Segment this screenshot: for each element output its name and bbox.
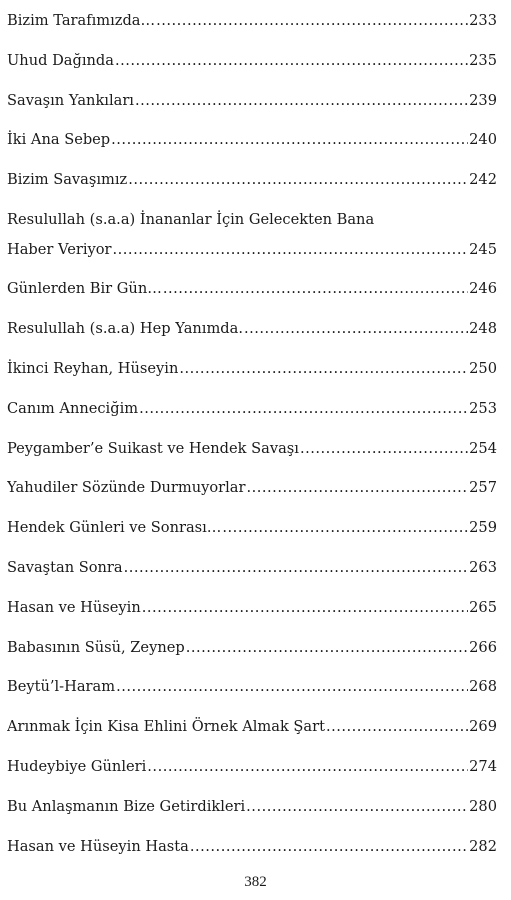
leader-dots: [246, 798, 468, 816]
toc-entry-page: 263: [469, 559, 497, 577]
leader-dots: [142, 599, 468, 617]
toc-entry-title: Savaşın Yankıları: [7, 91, 134, 109]
toc-entry: [7, 547, 497, 587]
toc-entry-page: 280: [469, 797, 497, 815]
toc-entry-page: 235: [469, 51, 497, 69]
toc-entry-title: Babasının Süsü, Zeynep: [7, 638, 185, 656]
toc-entry-page: 248: [469, 320, 497, 338]
leader-dots: [326, 718, 468, 736]
toc-entry-page: 269: [469, 718, 497, 736]
toc-entry: [7, 587, 497, 627]
toc-entry: [7, 119, 497, 159]
page-number: 382: [244, 874, 267, 890]
toc-entry-title: Bu Anlaşmanın Bize Getirdikleri: [7, 797, 246, 815]
toc-entry-title: Hendek Günleri ve Sonrası…: [7, 519, 222, 537]
leader-dots: [163, 280, 468, 298]
leader-dots: [124, 559, 469, 577]
toc-entry: [7, 627, 497, 667]
toc-entry-page: 242: [469, 171, 497, 189]
toc-entry-page: 282: [469, 837, 497, 855]
leader-dots: [179, 360, 468, 378]
toc-entry: [7, 467, 497, 507]
toc-entry: [7, 706, 497, 746]
toc-entry-title: Bizim Savaşımız: [7, 171, 128, 189]
toc-entry-page: 245: [469, 240, 497, 258]
toc-entry-page: 257: [469, 479, 497, 497]
toc-entry: [7, 159, 497, 199]
toc-entry-title: Haber Veriyor: [7, 240, 112, 258]
toc-entry-title: Uhud Dağında: [7, 51, 114, 69]
leader-dots: [246, 479, 468, 497]
toc-entry-page: 250: [469, 360, 497, 378]
toc-entry-title: Bizim Tarafımızda…: [7, 12, 156, 29]
toc-entry-title: Beytü’l-Haram: [7, 678, 116, 696]
leader-dots: [135, 92, 468, 110]
toc-entry: [7, 308, 497, 348]
leader-dots: [156, 12, 468, 30]
leader-dots: [113, 241, 469, 259]
toc-entry: [7, 268, 497, 308]
toc-entry: [7, 348, 497, 388]
table-of-contents: [7, 0, 497, 865]
leader-dots: [128, 171, 468, 189]
toc-entry-page: 254: [469, 439, 497, 457]
leader-dots: [190, 838, 468, 856]
leader-dots: [244, 320, 468, 338]
toc-entry-title: Hudeybiye Günleri: [7, 758, 147, 776]
toc-entry-page: 268: [469, 678, 497, 696]
toc-entry: [7, 507, 497, 547]
toc-entry-title: Resulullah (s.a.a) Hep Yanımda.: [7, 320, 243, 338]
toc-entry-page: 233: [469, 12, 497, 29]
leader-dots: [111, 131, 468, 149]
toc-entry-title: Peygamber’e Suikast ve Hendek Savaşı: [7, 439, 299, 457]
leader-dots: [300, 440, 468, 458]
toc-entry-title-line1: Resulullah (s.a.a) İnananlar İçin Gelecekten Bana: [7, 210, 375, 228]
leader-dots: [147, 758, 468, 776]
toc-entry: [7, 40, 497, 80]
toc-entry: [7, 0, 497, 40]
toc-entry-page: 239: [469, 91, 497, 109]
leader-dots: [115, 52, 468, 70]
toc-entry-title: Hasan ve Hüseyin: [7, 598, 141, 616]
toc-entry-page: 246: [469, 280, 497, 298]
toc-entry-page: 266: [469, 638, 497, 656]
leader-dots: [139, 400, 468, 418]
toc-entry: [7, 666, 497, 706]
toc-entry-title: Savaştan Sonra: [7, 559, 123, 577]
toc-entry-title: Hasan ve Hüseyin Hasta: [7, 837, 189, 855]
toc-entry: [7, 786, 497, 826]
toc-entry-page: 259: [469, 519, 497, 537]
leader-dots: [116, 678, 468, 696]
toc-entry-page: 265: [469, 598, 497, 616]
toc-entry-page: 240: [469, 131, 497, 149]
toc-entry-title: Arınmak İçin Kisa Ehlini Örnek Almak Şart: [7, 718, 325, 736]
toc-entry-page: 274: [469, 758, 497, 776]
toc-entry: [7, 388, 497, 428]
toc-entry-title: İkinci Reyhan, Hüseyin: [7, 360, 179, 378]
toc-entry-page: 253: [469, 399, 497, 417]
toc-entry-title: İki Ana Sebep: [7, 131, 111, 149]
leader-dots: [186, 639, 468, 657]
toc-entry-title: Canım Anneciğim: [7, 399, 139, 417]
leader-dots: [222, 519, 468, 537]
toc-entry: [7, 428, 497, 468]
toc-entry-title: Günlerden Bir Gün…: [7, 280, 162, 298]
toc-entry: [7, 746, 497, 786]
toc-entry: [7, 199, 497, 269]
toc-entry: [7, 80, 497, 120]
toc-entry-title: Yahudiler Sözünde Durmuyorlar: [7, 479, 246, 497]
toc-entry: [7, 826, 497, 866]
